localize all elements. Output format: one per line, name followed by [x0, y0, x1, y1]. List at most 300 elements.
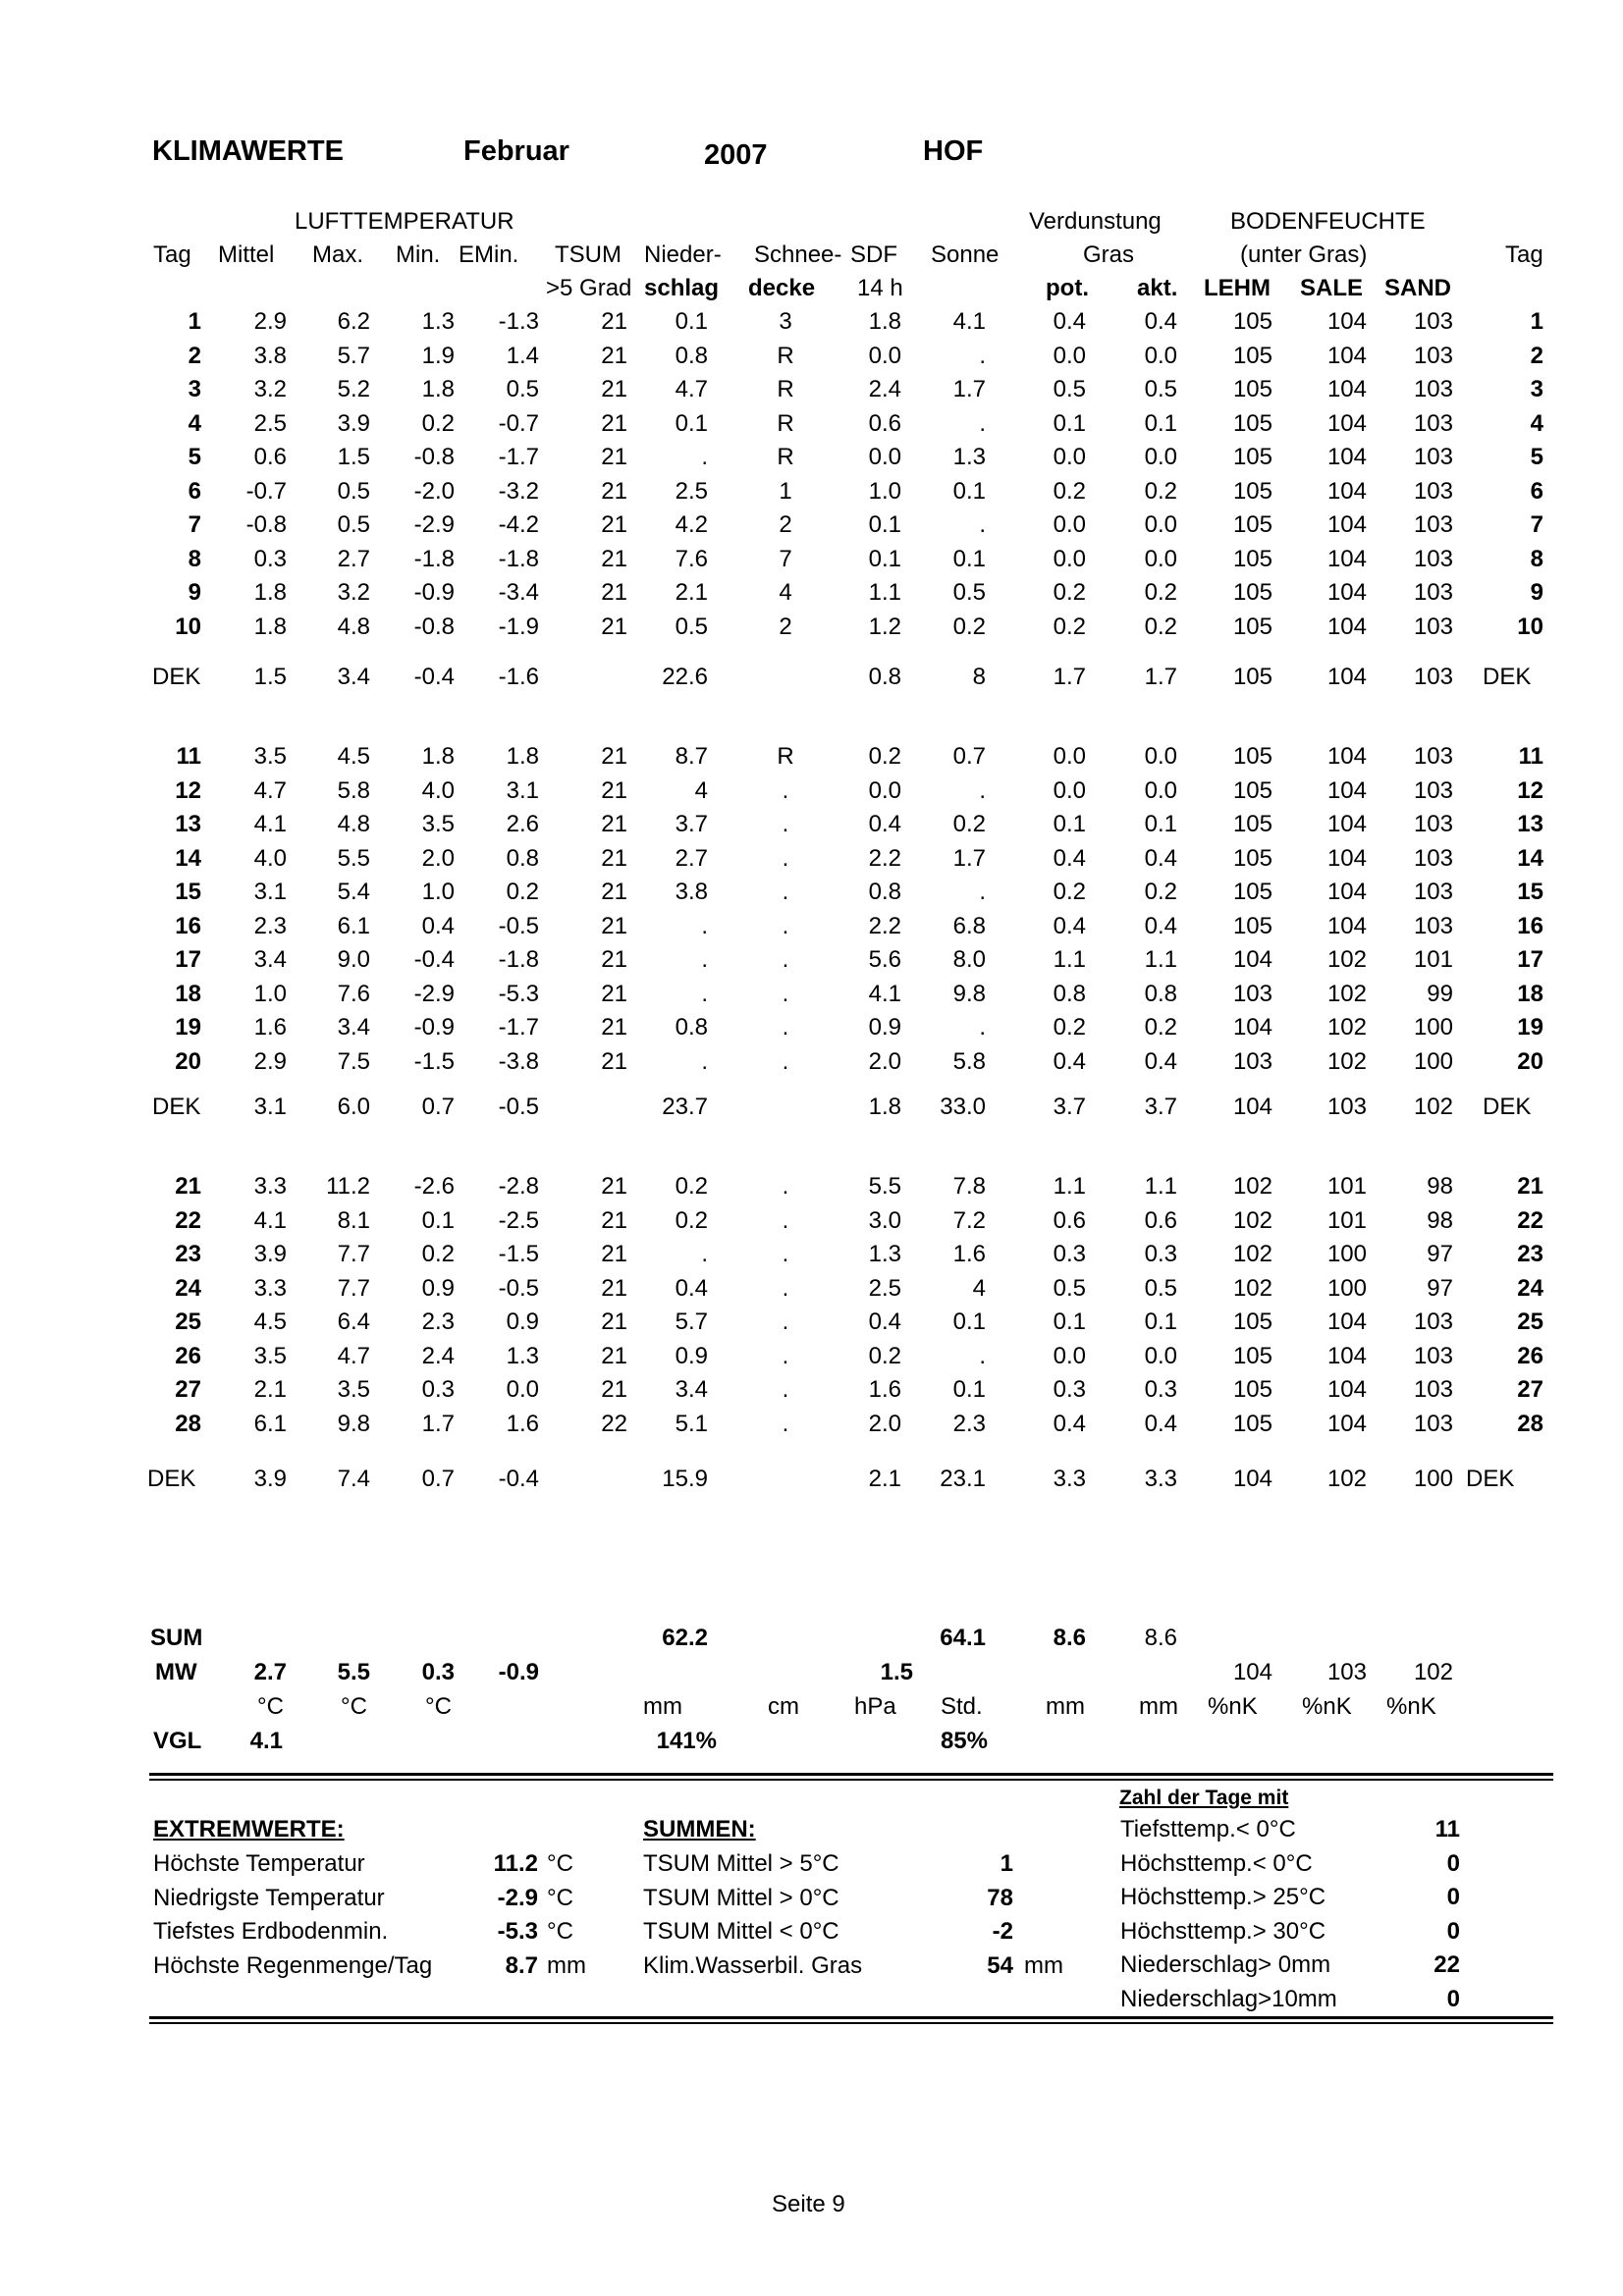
row-15-col-4: 0.2	[506, 879, 539, 905]
row-26-col-11: 0.0	[1144, 1342, 1177, 1369]
row-4-col-15: 4	[1530, 409, 1543, 437]
row-14-col-12: 105	[1232, 844, 1272, 872]
row-23-col-1: 3.9	[253, 1241, 287, 1267]
row-7-col-4: -4.2	[498, 511, 539, 538]
dek-1-col-3: -0.4	[413, 664, 455, 690]
row-8-col-4: -1.8	[498, 545, 539, 572]
row-11-col-14: 103	[1413, 743, 1453, 770]
row-6-col-6: 2.5	[675, 477, 708, 505]
row-7-col-11: 0.0	[1144, 511, 1177, 538]
row-18-col-7: .	[782, 980, 789, 1007]
extreme-value-0: 11.2	[493, 1850, 538, 1877]
row-24-col-11: 0.5	[1144, 1274, 1177, 1302]
row-23-col-3: 0.2	[421, 1241, 455, 1267]
sum-sonne: 64.1	[940, 1625, 986, 1651]
row-24-col-2: 7.7	[337, 1274, 370, 1302]
row-13-col-12: 105	[1232, 811, 1272, 837]
row-1-col-1: 2.9	[253, 308, 287, 335]
rule-bottom-a	[149, 2016, 1553, 2019]
row-10-col-6: 0.5	[675, 613, 708, 640]
row-18-col-5: 21	[601, 980, 627, 1007]
mw-lehm: 104	[1232, 1659, 1272, 1685]
row-14-col-10: 0.4	[1053, 844, 1086, 872]
row-17-col-2: 9.0	[337, 946, 370, 973]
row-3-col-7: R	[777, 376, 794, 402]
dek-2-col-6: 23.7	[662, 1094, 708, 1120]
days-value-2: 0	[1446, 1884, 1460, 1910]
row-1-col-7: 3	[779, 308, 792, 335]
dek-3-col-9: 23.1	[940, 1466, 986, 1492]
dek-2-col-10: 3.7	[1053, 1094, 1086, 1120]
row-6-col-0: 6	[188, 477, 201, 505]
extreme-value-1: -2.9	[497, 1884, 538, 1911]
row-23-col-0: 23	[175, 1241, 201, 1267]
row-7-col-13: 104	[1326, 511, 1367, 538]
row-8-col-3: -1.8	[413, 545, 455, 572]
row-24-col-12: 102	[1232, 1274, 1272, 1302]
row-12-col-12: 105	[1232, 776, 1272, 804]
row-27-col-11: 0.3	[1144, 1376, 1177, 1403]
row-3-col-15: 3	[1530, 376, 1543, 402]
header-col-3: Min.	[396, 241, 441, 268]
row-12-col-8: 0.0	[868, 776, 901, 804]
row-22-col-14: 98	[1427, 1206, 1453, 1234]
row-28-col-15: 28	[1517, 1410, 1543, 1437]
vgl-niederschlag: 141%	[656, 1728, 717, 1754]
days-label-5: Niederschlag>10mm	[1120, 1985, 1337, 2012]
row-9-col-0: 9	[188, 579, 201, 606]
row-3-col-8: 2.4	[868, 376, 901, 402]
row-15-col-10: 0.2	[1053, 879, 1086, 905]
row-2-col-7: R	[777, 342, 794, 369]
row-23-col-2: 7.7	[337, 1241, 370, 1267]
mw-emin: -0.9	[498, 1659, 539, 1685]
row-3-col-0: 3	[188, 376, 201, 402]
row-15-col-6: 3.8	[675, 879, 708, 905]
row-19-col-10: 0.2	[1053, 1014, 1086, 1041]
row-28-col-9: 2.3	[952, 1410, 986, 1437]
row-21-col-7: .	[782, 1173, 789, 1200]
row-11-col-4: 1.8	[506, 743, 539, 770]
row-23-col-4: -1.5	[498, 1241, 539, 1267]
row-4-col-3: 0.2	[421, 409, 455, 437]
row-9-col-3: -0.9	[413, 579, 455, 606]
row-15-col-11: 0.2	[1144, 879, 1177, 905]
row-2-col-14: 103	[1413, 342, 1453, 369]
dek-2-col-1: 3.1	[253, 1094, 287, 1120]
row-7-col-14: 103	[1413, 511, 1453, 538]
row-6-col-13: 104	[1326, 477, 1367, 505]
vgl-mittel: 4.1	[249, 1728, 283, 1754]
row-17-col-12: 104	[1232, 946, 1272, 973]
rule-top-a	[149, 1773, 1553, 1776]
row-24-col-0: 24	[175, 1274, 201, 1302]
row-18-col-10: 0.8	[1053, 980, 1086, 1007]
row-20-col-9: 5.8	[952, 1047, 986, 1075]
sum-label: SUM	[150, 1625, 203, 1651]
row-25-col-13: 104	[1326, 1308, 1367, 1335]
extreme-label-2: Tiefstes Erdbodenmin.	[153, 1918, 389, 1945]
row-8-col-15: 8	[1530, 545, 1543, 572]
vgl-sonne: 85%	[940, 1728, 988, 1754]
row-17-col-10: 1.1	[1053, 946, 1086, 973]
row-24-col-5: 21	[601, 1274, 627, 1302]
header-col-7: Schnee-	[754, 241, 842, 268]
row-25-col-6: 5.7	[675, 1308, 708, 1335]
row-3-col-1: 3.2	[253, 376, 287, 402]
row-17-col-6: .	[701, 946, 708, 973]
row-28-col-11: 0.4	[1144, 1410, 1177, 1437]
row-20-col-13: 102	[1326, 1047, 1367, 1075]
row-25-col-0: 25	[175, 1308, 201, 1335]
row-26-col-15: 26	[1517, 1342, 1543, 1369]
row-18-col-12: 103	[1232, 980, 1272, 1007]
row-15-col-15: 15	[1517, 879, 1543, 905]
row-2-col-0: 2	[188, 342, 201, 369]
row-25-col-11: 0.1	[1144, 1308, 1177, 1335]
row-9-col-9: 0.5	[952, 579, 986, 606]
row-4-col-14: 103	[1413, 409, 1453, 437]
row-16-col-13: 104	[1326, 912, 1367, 939]
dek-3-col-15: DEK	[1466, 1466, 1515, 1492]
row-4-col-4: -0.7	[498, 409, 539, 437]
row-15-col-2: 5.4	[337, 879, 370, 905]
row-20-col-11: 0.4	[1144, 1047, 1177, 1075]
dek-2-col-2: 6.0	[337, 1094, 370, 1120]
row-17-col-13: 102	[1326, 946, 1367, 973]
row-16-col-15: 16	[1517, 912, 1543, 939]
row-27-col-8: 1.6	[868, 1376, 901, 1403]
dek-3-col-14: 100	[1413, 1466, 1453, 1492]
row-7-col-12: 105	[1232, 511, 1272, 538]
row-22-col-4: -2.5	[498, 1206, 539, 1234]
row-7-col-8: 0.1	[868, 511, 901, 538]
row-7-col-7: 2	[779, 511, 792, 538]
row-9-col-8: 1.1	[868, 579, 901, 606]
mw-sand: 102	[1413, 1659, 1453, 1685]
row-13-col-0: 13	[175, 811, 201, 837]
row-15-col-1: 3.1	[253, 879, 287, 905]
row-5-col-13: 104	[1326, 444, 1367, 470]
row-5-col-5: 21	[601, 444, 627, 470]
row-22-col-3: 0.1	[421, 1206, 455, 1234]
unit-7: mm	[1046, 1693, 1085, 1720]
row-6-col-3: -2.0	[413, 477, 455, 505]
dek-1-col-13: 104	[1326, 664, 1367, 690]
sum-item-value-2: -2	[992, 1918, 1013, 1945]
row-14-col-3: 2.0	[421, 844, 455, 872]
row-19-col-15: 19	[1517, 1014, 1543, 1041]
row-15-col-13: 104	[1326, 879, 1367, 905]
row-28-col-14: 103	[1413, 1410, 1453, 1437]
sums-heading: SUMMEN:	[643, 1816, 756, 1842]
dek-1-col-10: 1.7	[1053, 664, 1086, 690]
row-2-col-1: 3.8	[253, 342, 287, 369]
row-22-col-6: 0.2	[675, 1206, 708, 1234]
dek-2-col-0: DEK	[152, 1094, 201, 1120]
unit-10: %nK	[1302, 1693, 1352, 1720]
dek-2-col-12: 104	[1232, 1094, 1272, 1120]
row-17-col-0: 17	[175, 946, 201, 973]
row-8-col-1: 0.3	[253, 545, 287, 572]
row-8-col-5: 21	[601, 545, 627, 572]
row-17-col-3: -0.4	[413, 946, 455, 973]
row-27-col-2: 3.5	[337, 1376, 370, 1403]
row-24-col-10: 0.5	[1053, 1274, 1086, 1302]
dek-2-col-14: 102	[1413, 1094, 1453, 1120]
header-col-2: Max.	[312, 241, 364, 268]
row-22-col-10: 0.6	[1053, 1206, 1086, 1234]
row-14-col-4: 0.8	[506, 844, 539, 872]
row-6-col-10: 0.2	[1053, 477, 1086, 505]
row-19-col-7: .	[782, 1014, 789, 1041]
row-20-col-10: 0.4	[1053, 1047, 1086, 1075]
row-17-col-5: 21	[601, 946, 627, 973]
row-13-col-13: 104	[1326, 811, 1367, 837]
dek-3-col-4: -0.4	[498, 1466, 539, 1492]
row-25-col-8: 0.4	[868, 1308, 901, 1335]
row-10-col-13: 104	[1326, 613, 1367, 640]
row-23-col-10: 0.3	[1053, 1241, 1086, 1267]
report-month: Februar	[463, 135, 569, 167]
row-1-col-13: 104	[1326, 308, 1367, 335]
row-2-col-4: 1.4	[506, 342, 539, 369]
row-5-col-6: .	[701, 444, 708, 470]
row-26-col-4: 1.3	[506, 1342, 539, 1369]
row-20-col-8: 2.0	[868, 1047, 901, 1075]
row-13-col-1: 4.1	[253, 811, 287, 837]
dek-1-col-6: 22.6	[662, 664, 708, 690]
header-bodenfeuchte: BODENFEUCHTE	[1230, 208, 1426, 235]
row-20-col-0: 20	[175, 1047, 201, 1075]
extreme-label-3: Höchste Regenmenge/Tag	[153, 1951, 433, 1979]
extremes-heading: EXTREMWERTE:	[153, 1816, 345, 1842]
row-11-col-11: 0.0	[1144, 743, 1177, 770]
row-15-col-14: 103	[1413, 879, 1453, 905]
row-5-col-14: 103	[1413, 444, 1453, 470]
header-sub-2: decke	[748, 275, 816, 301]
days-label-2: Höchsttemp.> 25°C	[1120, 1884, 1326, 1910]
row-21-col-4: -2.8	[498, 1173, 539, 1200]
row-16-col-6: .	[701, 912, 708, 939]
header-sub-5: akt.	[1137, 275, 1178, 301]
dek-3-col-0: DEK	[147, 1466, 196, 1492]
row-8-col-0: 8	[188, 545, 201, 572]
row-16-col-9: 6.8	[952, 912, 986, 939]
row-3-col-4: 0.5	[506, 376, 539, 402]
row-28-col-7: .	[782, 1410, 789, 1437]
row-15-col-7: .	[782, 879, 789, 905]
row-22-col-11: 0.6	[1144, 1206, 1177, 1234]
row-1-col-14: 103	[1413, 308, 1453, 335]
row-27-col-0: 27	[175, 1376, 201, 1403]
row-2-col-13: 104	[1326, 342, 1367, 369]
row-26-col-13: 104	[1326, 1342, 1367, 1369]
row-17-col-8: 5.6	[868, 946, 901, 973]
row-18-col-1: 1.0	[253, 980, 287, 1007]
row-4-col-12: 105	[1232, 409, 1272, 437]
row-17-col-11: 1.1	[1144, 946, 1177, 973]
header-col-11: (unter Gras)	[1240, 241, 1368, 268]
row-2-col-3: 1.9	[421, 342, 455, 369]
row-26-col-8: 0.2	[868, 1342, 901, 1369]
row-27-col-6: 3.4	[675, 1376, 708, 1403]
row-27-col-9: 0.1	[952, 1376, 986, 1403]
dek-3-col-6: 15.9	[662, 1466, 708, 1492]
row-23-col-9: 1.6	[952, 1241, 986, 1267]
row-17-col-9: 8.0	[952, 946, 986, 973]
row-4-col-9: .	[979, 409, 986, 437]
row-10-col-14: 103	[1413, 613, 1453, 640]
header-sub-6: LEHM	[1204, 275, 1271, 301]
header-lufttemperatur: LUFTTEMPERATUR	[295, 208, 514, 235]
extreme-label-0: Höchste Temperatur	[153, 1850, 365, 1877]
row-21-col-2: 11.2	[326, 1173, 370, 1200]
row-8-col-7: 7	[779, 545, 792, 572]
row-21-col-8: 5.5	[868, 1173, 901, 1200]
row-9-col-7: 4	[779, 579, 792, 606]
days-label-0: Tiefsttemp.< 0°C	[1120, 1816, 1296, 1842]
sum-akt: 8.6	[1144, 1625, 1177, 1651]
row-5-col-11: 0.0	[1144, 444, 1177, 470]
row-11-col-6: 8.7	[675, 743, 708, 770]
row-13-col-14: 103	[1413, 811, 1453, 837]
row-18-col-9: 9.8	[952, 980, 986, 1007]
row-2-col-11: 0.0	[1144, 342, 1177, 369]
row-19-col-8: 0.9	[868, 1014, 901, 1041]
row-6-col-1: -0.7	[245, 477, 287, 505]
row-22-col-12: 102	[1232, 1206, 1272, 1234]
row-16-col-2: 6.1	[337, 912, 370, 939]
header-sub-4: pot.	[1046, 275, 1089, 301]
row-20-col-15: 20	[1517, 1047, 1543, 1075]
row-24-col-8: 2.5	[868, 1274, 901, 1302]
row-22-col-1: 4.1	[253, 1206, 287, 1234]
row-20-col-6: .	[701, 1047, 708, 1075]
unit-0: °C	[257, 1693, 284, 1720]
row-1-col-3: 1.3	[421, 308, 455, 335]
row-14-col-1: 4.0	[253, 844, 287, 872]
row-4-col-8: 0.6	[868, 409, 901, 437]
sum-item-label-1: TSUM Mittel > 0°C	[643, 1884, 839, 1911]
row-28-col-8: 2.0	[868, 1410, 901, 1437]
row-28-col-5: 22	[601, 1410, 627, 1437]
row-16-col-4: -0.5	[498, 912, 539, 939]
header-col-10: Gras	[1083, 241, 1135, 268]
row-20-col-14: 100	[1413, 1047, 1453, 1075]
header-col-4: EMin.	[459, 241, 519, 268]
row-28-col-4: 1.6	[506, 1410, 539, 1437]
header-sub-3: 14 h	[857, 275, 903, 301]
unit-9: %nK	[1208, 1693, 1258, 1720]
row-5-col-3: -0.8	[413, 444, 455, 470]
row-12-col-0: 12	[175, 776, 201, 804]
row-27-col-3: 0.3	[421, 1376, 455, 1403]
row-28-col-0: 28	[175, 1410, 201, 1437]
row-12-col-15: 12	[1517, 776, 1543, 804]
extreme-value-2: -5.3	[497, 1918, 538, 1945]
row-19-col-9: .	[979, 1014, 986, 1041]
row-1-col-0: 1	[188, 308, 201, 335]
row-27-col-12: 105	[1232, 1376, 1272, 1403]
row-16-col-8: 2.2	[868, 912, 901, 939]
days-value-5: 0	[1446, 1985, 1460, 2012]
row-22-col-15: 22	[1517, 1206, 1543, 1234]
row-28-col-12: 105	[1232, 1410, 1272, 1437]
row-23-col-14: 97	[1427, 1241, 1453, 1267]
row-2-col-8: 0.0	[868, 342, 901, 369]
dek-3-col-2: 7.4	[337, 1466, 370, 1492]
row-25-col-14: 103	[1413, 1308, 1453, 1335]
header-col-6: Nieder-	[644, 241, 722, 268]
mw-sdf: 1.5	[880, 1659, 913, 1685]
row-4-col-7: R	[777, 409, 794, 437]
row-19-col-3: -0.9	[413, 1014, 455, 1041]
row-13-col-5: 21	[601, 811, 627, 837]
row-22-col-9: 7.2	[952, 1206, 986, 1234]
row-10-col-15: 10	[1517, 613, 1543, 640]
row-12-col-6: 4	[694, 776, 708, 804]
row-27-col-4: 0.0	[506, 1376, 539, 1403]
days-value-3: 0	[1446, 1917, 1460, 1945]
row-19-col-11: 0.2	[1144, 1014, 1177, 1041]
row-7-col-3: -2.9	[413, 511, 455, 538]
days-value-4: 22	[1434, 1951, 1460, 1978]
row-8-col-2: 2.7	[337, 545, 370, 572]
mw-sale: 103	[1326, 1659, 1367, 1685]
row-23-col-13: 100	[1326, 1241, 1367, 1267]
row-11-col-8: 0.2	[868, 743, 901, 770]
row-19-col-14: 100	[1413, 1014, 1453, 1041]
row-27-col-15: 27	[1517, 1376, 1543, 1403]
row-26-col-9: .	[979, 1342, 986, 1369]
row-16-col-11: 0.4	[1144, 912, 1177, 939]
row-2-col-15: 2	[1530, 342, 1543, 369]
row-12-col-7: .	[782, 776, 789, 804]
row-10-col-7: 2	[779, 613, 792, 640]
row-26-col-10: 0.0	[1053, 1342, 1086, 1369]
row-18-col-4: -5.3	[498, 980, 539, 1007]
row-25-col-15: 25	[1517, 1308, 1543, 1335]
row-4-col-1: 2.5	[253, 409, 287, 437]
row-8-col-9: 0.1	[952, 545, 986, 572]
row-13-col-15: 13	[1517, 811, 1543, 837]
row-13-col-8: 0.4	[868, 811, 901, 837]
extreme-unit-0: °C	[547, 1850, 573, 1877]
row-12-col-9: .	[979, 776, 986, 804]
row-2-col-10: 0.0	[1053, 342, 1086, 369]
header-col-5: TSUM	[555, 241, 622, 268]
days-heading: Zahl der Tage mit	[1119, 1787, 1289, 1809]
header-sub-1: schlag	[644, 275, 720, 301]
dek-2-col-8: 1.8	[868, 1094, 901, 1120]
row-8-col-10: 0.0	[1053, 545, 1086, 572]
row-14-col-14: 103	[1413, 844, 1453, 872]
row-23-col-12: 102	[1232, 1241, 1272, 1267]
row-22-col-5: 21	[601, 1206, 627, 1234]
row-1-col-11: 0.4	[1144, 308, 1177, 335]
row-19-col-0: 19	[175, 1014, 201, 1041]
row-1-col-2: 6.2	[337, 308, 370, 335]
row-9-col-6: 2.1	[675, 579, 708, 606]
row-13-col-3: 3.5	[421, 811, 455, 837]
row-15-col-8: 0.8	[868, 879, 901, 905]
row-11-col-15: 11	[1518, 743, 1543, 770]
row-4-col-11: 0.1	[1144, 409, 1177, 437]
row-24-col-1: 3.3	[253, 1274, 287, 1302]
row-1-col-6: 0.1	[675, 308, 708, 335]
row-19-col-2: 3.4	[337, 1014, 370, 1041]
